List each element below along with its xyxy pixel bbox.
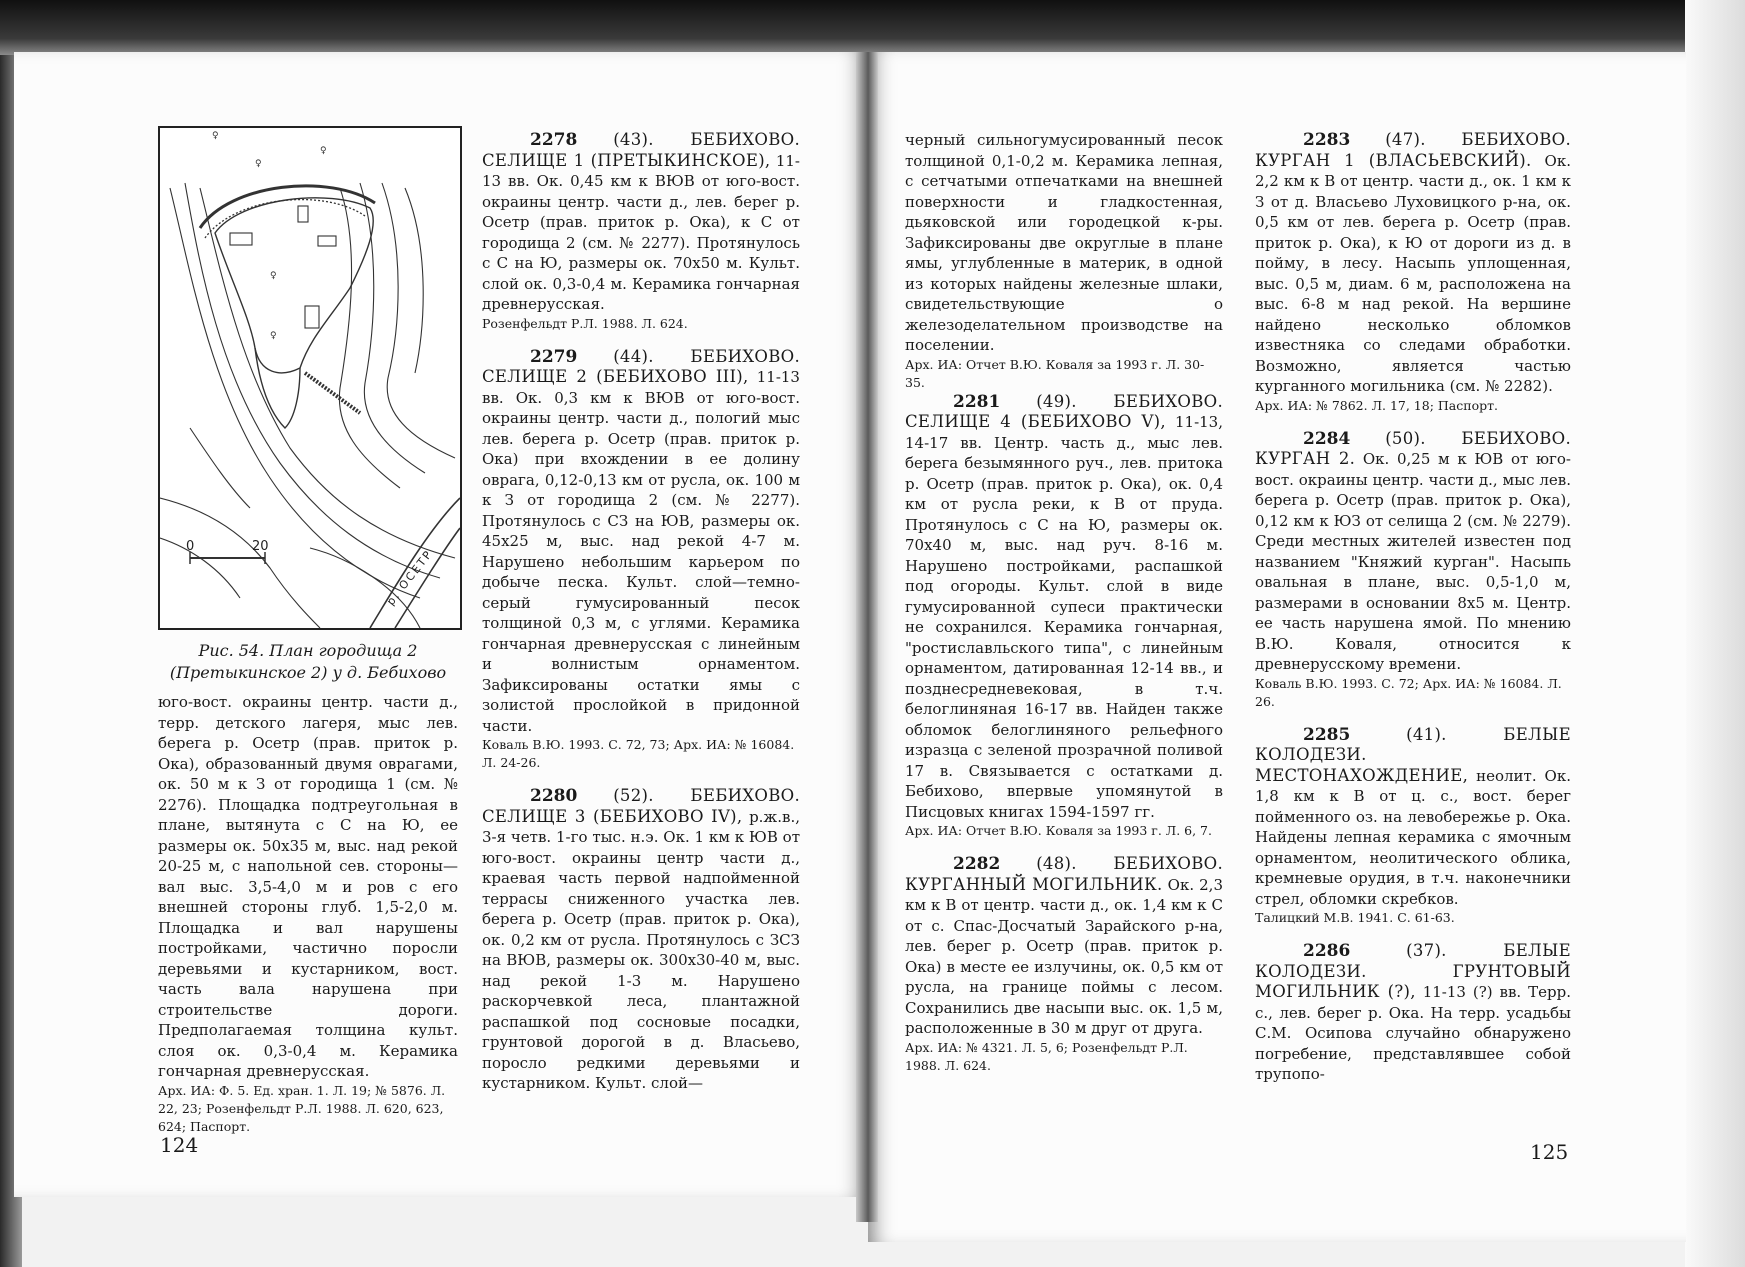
entry-heading: (41). БЕЛЫЕ КОЛОДЕЗИ. МЕСТОНАХОЖДЕНИЕ, [1255,724,1571,785]
left-col1 [158,692,458,1136]
entry-2279 [482,347,800,773]
entry-2283 [1255,130,1571,415]
entry-body: неолит. Ок. 1,8 км к В от ц. с., вост. берег пойменного оз. на левобережье р. Ока. Найдены лепная керамика с ямочным орнаментом, неолитического облика, кремневые орудия, в т.ч. наконечники стрел, обломки скребков. [1255,766,1571,908]
entry-body: 11-13 (?) вв. Терр. с., лев. берег р. Ока. На терр. усадьбы С.М. Осипова случайно обнаружено погребение, представлявшее собой трупопо- [1255,983,1571,1083]
entry-2280 [482,786,800,1094]
entry-heading: (37). БЕЛЫЕ КОЛОДЕЗИ. ГРУНТОВЫЙ МОГИЛЬНИК (?), [1255,941,1571,1001]
entry-2278 [482,130,800,333]
reference: Арх. ИА: № 7862. Л. 17, 18; Паспорт. [1255,397,1498,413]
reference: Коваль В.Ю. 1993. С. 72, 73; Арх. ИА: № 16084. Л. 24-26. [482,737,795,770]
entry-2284 [1255,429,1571,711]
entry-heading: (44). БЕБИХОВО. СЕЛИЩЕ 2 (БЕБИХОВО III), [482,346,800,386]
reference: Талицкий М.В. 1941. С. 61-63. [1255,910,1455,925]
entry-number: 2285 [1303,724,1351,745]
figure-caption [158,640,458,684]
caption-line1: Рис. 54. План городища 2 [198,641,418,660]
entry-number: 2278 [530,130,578,150]
scale-start-label: 0 [186,539,195,554]
entry-number: 2281 [953,391,1001,412]
entry-2286 [1255,941,1571,1085]
entry-2282 [905,854,1223,1075]
reference: Арх. ИА: № 4321. Л. 5, 6; Розенфельдт Р.Л. 1988. Л. 624. [905,1039,1188,1073]
continued-text: черный сильногумусированный песок толщиной 0,1-0,2 м. Керамика лепная, с сетчатыми отпечатками на внешней поверхности и гладкостенная, дьяковской или городецкой к-ры. Зафиксированы две округлые в плане ямы, углубленные в материк, в одной из которых найдены железные шлаки, свидетельствующие о железоделательном производстве на поселении. [905,131,1223,354]
right-col1 [905,130,1223,1089]
entry-number: 2284 [1303,428,1351,449]
entry-body: р.ж.в., 3-я четв. 1-го тыс. н.э. Ок. 1 км к ЮВ от юго-вост. окраины центр части д., краевая часть первой надпойменной террасы сниженного участка лев. берега р. Осетр (прав. приток р. Ока), ок. 0,2 км от русла. Протянулось с ЗСЗ на ВЮВ, размеры ок. 300х30-40 м, выс. над рекой 1-3 м. Нарушено раскорчевкой леса, плантажной распашкой под сосновые посадки, грунтовой дорогой в д. Власьево, поросло редкими деревьями и кустарником. Культ. слой— [482,807,800,1092]
left-col2 [482,130,800,1108]
entry-body: Ок. 2,2 км к В от центр. части д., ок. 1 км к З от д. Власьево Луховицкого р-на, ок. 0,5 км от лев. берега р. Осетр (прав. приток р. Ока), к Ю от дороги из д. в пойму, в лесу. Насыпь уплощенная, выс. 0,5 м, диам. 6 м, расположена на выс. 6-8 м над рекой. На вершине найдено несколько обломков известняка со следами обработки. Возможно, является частью курганного могильника (см. № 2282). [1255,151,1571,395]
book-right-edge [1685,0,1745,1267]
right-col2 [1255,130,1571,1099]
entry-body: 11-13 вв. Ок. 0,3 км к ВЮВ от юго-вост. окраины центр. части д., пологий мыс лев. берега р. Осетр (прав. приток р. Ока) при вхождении в ее долину оврага, 0,12-0,13 км от русла, ок. 100 м к З от городища 2 (см. № 2277). Протянулось с СЗ на ЮВ, размеры ок. 45х25 м, выс. над рекой 4-7 м. Нарушено небольшим карьером по добыче песка. Культ. слой—темно-серый гумусированный песок толщиной 0,3 м, с углями. Керамика гончарная древнерусская с линейным и волнистым орнаментом. Зафиксированы остатки ямы с золистой прослойкой в придонной части. [482,368,800,735]
page-number-left: 124 [160,1133,199,1157]
entry-body: 11-13 вв. Ок. 0,45 км к ВЮВ от юго-вост. окраины центр. части д., лев. берег р. Осетр (прав. приток р. Ока), к С от городища 2 (см. № 2277). Протянулось с С на Ю, размеры ок. 70х50 м. Культ. слой ок. 0,3-0,4 м. Керамика гончарная древнерусская. [482,151,800,313]
caption-line2: (Претыкинское 2) у д. Бебихово [169,663,447,682]
svg-text:♀: ♀ [320,146,327,156]
svg-text:♀: ♀ [255,159,262,169]
scale-end-label: 20 [252,539,269,554]
river-label: р. ОСЕТР [384,547,436,608]
reference: Розенфельдт Р.Л. 1988. Л. 624. [482,315,688,331]
scanner-top-shadow [0,0,1745,55]
reference: Арх. ИА: Отчет В.Ю. Коваля за 1993 г. Л. 6, 7. [905,823,1212,838]
page-number-right: 125 [1530,1140,1569,1164]
entry-heading: (50). БЕБИХОВО. КУРГАН 2. [1255,428,1571,468]
reference: Коваль В.Ю. 1993. С. 72; Арх. ИА: № 16084. Л. 26. [1255,675,1562,709]
entry-body: Ок. 0,25 м к ЮВ от юго-вост. окраины центр. части д., мыс лев. берега р. Осетр (прав. приток р. Ока), 0,12 км к ЮЗ от селища 2 (см. № 2279). Среди местных жителей известен под названием "Княжий курган". Насыпь овальная в плане, выс. 0,5-1,0 м, размерами в основании 8х5 м. Центр. ее часть нарушена ямой. По мнению В.Ю. Коваля, относится к древнерусскому времени. [1255,450,1571,673]
entry-2281 [905,392,1223,841]
reference: Арх. ИА: Отчет В.Ю. Коваля за 1993 г. Л. 30-35. [905,356,1205,390]
book-gutter [856,52,878,1222]
entry-heading: (49). БЕБИХОВО. СЕЛИЩЕ 4 (БЕБИХОВО V), [905,391,1223,431]
entry-heading: (52). БЕБИХОВО. СЕЛИЩЕ 3 (БЕБИХОВО IV), [482,786,800,826]
reference: Арх. ИА: Ф. 5. Ед. хран. 1. Л. 19; № 5876. Л. 22, 23; Розенфельдт Р.Л. 1988. Л. 620, 623, 624; Паспорт. [158,1082,446,1134]
entry-number: 2280 [530,786,578,806]
entry-number: 2279 [530,346,578,367]
entry-2285 [1255,725,1571,928]
site-plan-figure [158,126,462,630]
svg-text:♀: ♀ [270,331,277,341]
entry-heading: (43). БЕБИХОВО. СЕЛИЩЕ 1 (ПРЕТЫКИНСКОЕ), [482,130,800,170]
entry-number: 2286 [1303,941,1351,961]
entry-heading: (47). БЕБИХОВО. КУРГАН 1 (ВЛАСЬЕВСКИЙ). [1255,130,1571,170]
entry-number: 2283 [1303,130,1351,150]
site-plan-drawing [160,128,460,628]
svg-text:♀: ♀ [270,271,277,281]
entry-number: 2282 [953,854,1001,874]
svg-text:♀: ♀ [212,131,219,141]
continued-text: юго-вост. окраины центр. части д., терр. детского лагеря, мыс лев. берега р. Осетр (прав. приток р. Ока), образованный двумя оврагами, ок. 50 м к З от городища 1 (см. № 2276). Площадка подтреугольная в плане, вытянута с С на Ю, ее размеры ок. 50х35 м, выс. над рекой 20-25 м, с напольной сев. стороны—вал выс. 3,5-4,0 м и ров с его внешней стороны глуб. 1,5-2,0 м. Площадка и вал нарушены постройками, частично поросли деревьями и кустарником, вост. часть вала нарушена при строительстве дороги. Предполагаемая толщина культ. слоя ок. 0,3-0,4 м. Керамика гончарная древнерусская. [158,693,458,1080]
entry-body: Ок. 2,3 км к В от центр. части д., ок. 1,4 км к С от с. Спас-Досчатый Зарайского р-на, лев. берег р. Осетр (прав. приток р. Ока) в месте ее излучины, ок. 0,5 км от русла, на границе поймы с лесом. Сохранились две насыпи выс. ок. 1,5 м, расположенные в 30 м друг от друга. [905,875,1223,1037]
entry-body: 11-13, 14-17 вв. Центр. часть д., мыс лев. берега безымянного руч., лев. притока р. Осетр (прав. приток р. Ока), ок. 0,4 км от русла реки, к В от пруда. Протянулось с С на Ю, размеры ок. 70х40 м, выс. над руч. 8-16 м. Нарушено постройками, распашкой под огороды. Культ. слой в виде гумусированной супеси практически не сохранился. Керамика гончарная, "ростиславльского типа", с линейным орнаментом, датированная 12-14 вв., и позднесредневековая, в т.ч. белоглиняная 16-17 вв. Найден также обломок белоглиняного рельефного изразца с зеленой прозрачной поливой 17 в. Связывается с остатками д. Бебихово, впервые упомянутой в Писцовых книгах 1594-1597 гг. [905,413,1223,821]
entry-heading: (48). БЕБИХОВО. КУРГАННЫЙ МОГИЛЬНИК. [905,854,1223,894]
